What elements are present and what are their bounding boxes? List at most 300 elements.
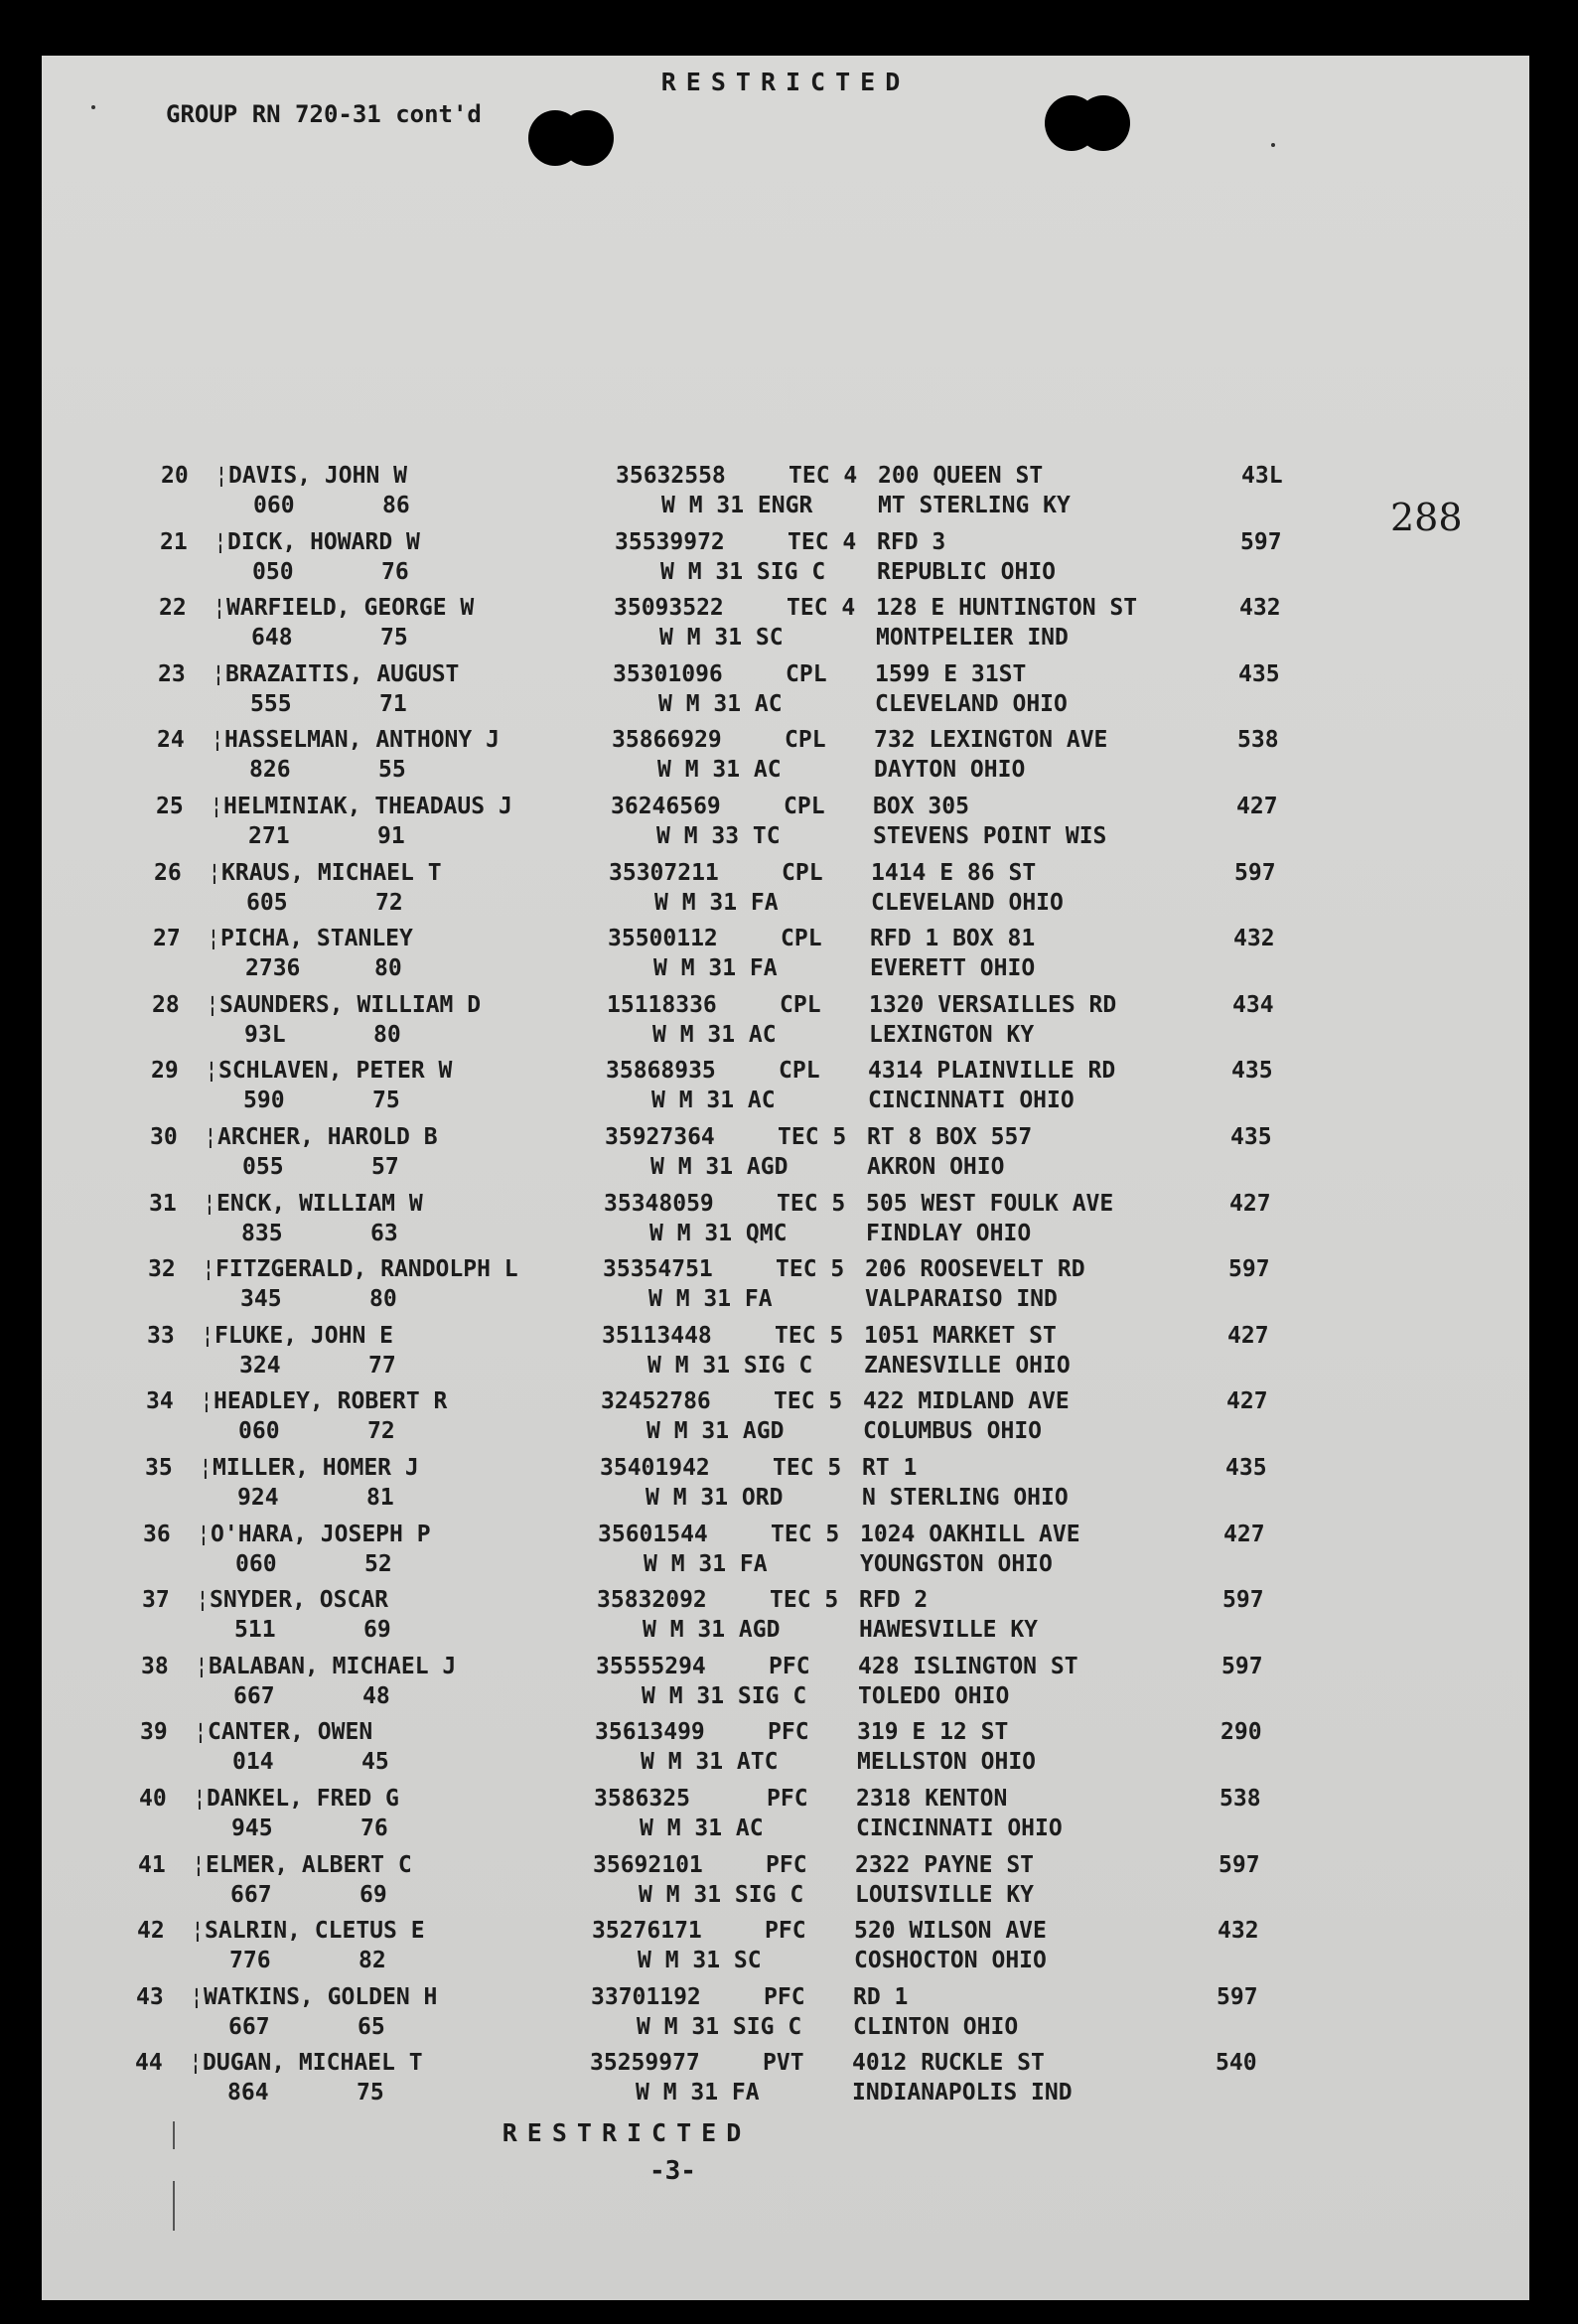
entry-number-b: 69 bbox=[363, 1617, 391, 1643]
entry-code: 432 bbox=[1218, 1918, 1259, 1944]
entry-number-b: 69 bbox=[359, 1882, 387, 1908]
entry-number: 31 bbox=[149, 1191, 177, 1217]
entry-number-a: 667 bbox=[230, 1882, 272, 1908]
entry-address-city: CINCINNATI OHIO bbox=[856, 1816, 1063, 1841]
entry-unit: W M 31 AC bbox=[651, 1088, 776, 1113]
margin-tick: ¦ bbox=[193, 1786, 207, 1812]
entry-name: DUGAN, MICHAEL T bbox=[203, 2050, 423, 2076]
entry-grade: PFC bbox=[766, 1852, 807, 1878]
roster-entry bbox=[28, 1323, 1515, 1388]
margin-tick: ¦ bbox=[212, 661, 225, 687]
entry-code: 43L bbox=[1241, 463, 1283, 489]
roster-entry bbox=[21, 1719, 1508, 1785]
entry-grade: PFC bbox=[768, 1719, 809, 1745]
roster-entry bbox=[41, 529, 1528, 595]
entry-number-a: 945 bbox=[231, 1816, 273, 1841]
entry-number-b: 72 bbox=[367, 1418, 395, 1444]
entry-number: 44 bbox=[135, 2050, 163, 2076]
entry-number: 35 bbox=[145, 1455, 173, 1481]
entry-name: HEADLEY, ROBERT R bbox=[214, 1388, 448, 1414]
footer-restricted: RESTRICTED bbox=[502, 2118, 752, 2147]
entry-grade: TEC 5 bbox=[777, 1191, 846, 1217]
entry-number: 39 bbox=[140, 1719, 168, 1745]
entry-name: SAUNDERS, WILLIAM D bbox=[219, 992, 482, 1018]
entry-number-a: 055 bbox=[242, 1154, 284, 1180]
entry-name: ELMER, ALBERT C bbox=[206, 1852, 412, 1878]
entry-unit: W M 31 AC bbox=[640, 1816, 764, 1841]
margin-tick: ¦ bbox=[207, 926, 220, 951]
margin-tick: ¦ bbox=[206, 992, 219, 1018]
entry-number-a: 555 bbox=[250, 691, 292, 717]
margin-tick: ¦ bbox=[213, 595, 226, 621]
entry-unit: W M 31 ATC bbox=[641, 1749, 779, 1775]
entry-grade: TEC 4 bbox=[787, 595, 856, 621]
entry-unit: W M 31 AC bbox=[652, 1022, 777, 1048]
entry-code: 597 bbox=[1221, 1654, 1263, 1679]
entry-number: 26 bbox=[154, 860, 182, 886]
entry-serial: 35539972 bbox=[615, 529, 725, 555]
punch-hole bbox=[1045, 95, 1130, 151]
roster-entry bbox=[18, 1918, 1506, 1983]
entry-address-city: STEVENS POINT WIS bbox=[873, 823, 1107, 849]
entry-code: 597 bbox=[1234, 860, 1276, 886]
margin-tick: ¦ bbox=[190, 1984, 204, 2010]
margin-tick: ¦ bbox=[196, 1587, 210, 1613]
roster-entry bbox=[17, 1984, 1505, 2050]
entry-number-b: 76 bbox=[360, 1816, 388, 1841]
entry-code: 427 bbox=[1226, 1388, 1268, 1414]
entry-address-city: DAYTON OHIO bbox=[874, 757, 1026, 783]
entry-serial: 35868935 bbox=[606, 1058, 716, 1084]
entry-code: 290 bbox=[1220, 1719, 1262, 1745]
entry-number: 32 bbox=[148, 1256, 176, 1282]
entry-address-city: COLUMBUS OHIO bbox=[863, 1418, 1043, 1444]
entry-number: 34 bbox=[146, 1388, 174, 1414]
entry-number: 30 bbox=[150, 1124, 178, 1150]
entry-number: 27 bbox=[153, 926, 181, 951]
speck bbox=[91, 105, 95, 109]
entry-number-b: 81 bbox=[366, 1485, 394, 1511]
entry-grade: TEC 5 bbox=[770, 1587, 839, 1613]
entry-unit: W M 33 TC bbox=[656, 823, 781, 849]
entry-address-city: MT STERLING KY bbox=[878, 493, 1071, 518]
entry-grade: TEC 4 bbox=[789, 463, 858, 489]
entry-address-street: 1414 E 86 ST bbox=[871, 860, 1037, 886]
entry-address-street: 732 LEXINGTON AVE bbox=[874, 727, 1108, 753]
entry-address-city: LEXINGTON KY bbox=[869, 1022, 1035, 1048]
entry-number-b: 52 bbox=[364, 1551, 392, 1577]
entry-unit: W M 31 FA bbox=[644, 1551, 768, 1577]
entry-code: 427 bbox=[1227, 1323, 1269, 1349]
margin-tick: ¦ bbox=[189, 2050, 203, 2076]
entry-address-city: VALPARAISO IND bbox=[865, 1286, 1058, 1312]
entry-address-city: N STERLING OHIO bbox=[862, 1485, 1069, 1511]
entry-unit: W M 31 SC bbox=[638, 1948, 762, 1973]
entry-number: 20 bbox=[161, 463, 189, 489]
entry-grade: PFC bbox=[765, 1918, 806, 1944]
entry-number-b: 65 bbox=[358, 2014, 385, 2040]
entry-address-city: COSHOCTON OHIO bbox=[854, 1948, 1047, 1973]
entry-grade: TEC 5 bbox=[775, 1323, 844, 1349]
entry-number-a: 605 bbox=[246, 890, 288, 916]
entry-unit: W M 31 SIG C bbox=[647, 1353, 813, 1379]
entry-serial: 35307211 bbox=[609, 860, 719, 886]
entry-number: 29 bbox=[151, 1058, 179, 1084]
entry-unit: W M 31 AC bbox=[657, 757, 782, 783]
entry-unit: W M 31 SIG C bbox=[660, 559, 826, 585]
entry-serial: 35866929 bbox=[612, 727, 722, 753]
entry-code: 597 bbox=[1222, 1587, 1264, 1613]
entry-number-a: 864 bbox=[227, 2080, 269, 2106]
entry-grade: TEC 4 bbox=[788, 529, 857, 555]
entry-number-a: 271 bbox=[248, 823, 290, 849]
entry-number-a: 324 bbox=[239, 1353, 281, 1379]
margin-tick: ¦ bbox=[194, 1719, 208, 1745]
roster-entry bbox=[22, 1654, 1509, 1719]
roster-entry bbox=[39, 661, 1526, 727]
entry-code: 435 bbox=[1238, 661, 1280, 687]
entry-name: PICHA, STANLEY bbox=[220, 926, 413, 951]
entry-serial: 15118336 bbox=[607, 992, 717, 1018]
entry-serial: 35500112 bbox=[608, 926, 718, 951]
entry-unit: W M 31 FA bbox=[653, 955, 778, 981]
roster-entry bbox=[37, 794, 1524, 859]
entry-serial: 32452786 bbox=[601, 1388, 711, 1414]
entry-code: 597 bbox=[1240, 529, 1282, 555]
entry-name: ARCHER, HAROLD B bbox=[217, 1124, 438, 1150]
entry-grade: TEC 5 bbox=[771, 1522, 840, 1547]
margin-tick: ¦ bbox=[205, 1058, 218, 1084]
entry-name: SNYDER, OSCAR bbox=[210, 1587, 389, 1613]
entry-number: 40 bbox=[139, 1786, 167, 1812]
entry-address-city: HAWESVILLE KY bbox=[859, 1617, 1039, 1643]
entry-address-city: FINDLAY OHIO bbox=[866, 1221, 1032, 1246]
roster-entry bbox=[42, 463, 1529, 528]
roster-entry bbox=[29, 1256, 1516, 1322]
roster-entry bbox=[40, 595, 1527, 660]
entry-address-city: LOUISVILLE KY bbox=[855, 1882, 1035, 1908]
entry-number-a: 776 bbox=[229, 1948, 271, 1973]
entry-grade: TEC 5 bbox=[774, 1388, 843, 1414]
entry-address-city: INDIANAPOLIS IND bbox=[852, 2080, 1073, 2106]
entry-name: DICK, HOWARD W bbox=[227, 529, 420, 555]
roster-entry bbox=[35, 860, 1522, 926]
entry-serial: 35093522 bbox=[614, 595, 724, 621]
entry-address-street: 2318 KENTON bbox=[856, 1786, 1008, 1812]
entry-serial: 35113448 bbox=[602, 1323, 712, 1349]
entry-unit: W M 31 AGD bbox=[646, 1418, 785, 1444]
entry-code: 597 bbox=[1217, 1984, 1258, 2010]
roster-entry bbox=[33, 992, 1520, 1058]
entry-number-a: 924 bbox=[237, 1485, 279, 1511]
entry-serial: 35401942 bbox=[600, 1455, 710, 1481]
entry-address-street: 4314 PLAINVILLE RD bbox=[868, 1058, 1116, 1084]
entry-grade: PFC bbox=[767, 1786, 808, 1812]
roster-entry bbox=[34, 926, 1521, 991]
roster-entry bbox=[20, 1786, 1507, 1851]
entry-address-city: TOLEDO OHIO bbox=[858, 1683, 1010, 1709]
roster-entry bbox=[24, 1522, 1511, 1587]
entry-number-b: 75 bbox=[380, 625, 408, 651]
entry-address-street: RD 1 bbox=[853, 1984, 909, 2010]
entry-code: 427 bbox=[1229, 1191, 1271, 1217]
entry-address-street: 1599 E 31ST bbox=[875, 661, 1027, 687]
entry-number-b: 77 bbox=[368, 1353, 396, 1379]
group-heading: GROUP RN 720-31 cont'd bbox=[166, 100, 482, 128]
entry-name: BALABAN, MICHAEL J bbox=[209, 1654, 457, 1679]
entry-number-a: 2736 bbox=[245, 955, 301, 981]
entry-unit: W M 31 SIG C bbox=[639, 1882, 804, 1908]
entry-serial: 35259977 bbox=[590, 2050, 700, 2076]
entry-number: 22 bbox=[159, 595, 187, 621]
entry-address-city: MONTPELIER IND bbox=[876, 625, 1069, 651]
entry-address-street: 2322 PAYNE ST bbox=[855, 1852, 1035, 1878]
entry-number-b: 63 bbox=[370, 1221, 398, 1246]
entry-code: 538 bbox=[1219, 1786, 1261, 1812]
entry-unit: W M 31 AGD bbox=[650, 1154, 789, 1180]
entry-number-a: 93L bbox=[244, 1022, 286, 1048]
entry-serial: 35613499 bbox=[595, 1719, 705, 1745]
entry-name: DANKEL, FRED G bbox=[207, 1786, 399, 1812]
entry-serial: 35832092 bbox=[597, 1587, 707, 1613]
entry-address-street: 1051 MARKET ST bbox=[864, 1323, 1057, 1349]
entry-unit: W M 31 SC bbox=[659, 625, 784, 651]
entry-address-street: RT 8 BOX 557 bbox=[867, 1124, 1033, 1150]
entry-unit: W M 31 FA bbox=[654, 890, 779, 916]
entry-unit: W M 31 FA bbox=[636, 2080, 760, 2106]
entry-name: WARFIELD, GEORGE W bbox=[226, 595, 475, 621]
entry-number-b: 75 bbox=[372, 1088, 400, 1113]
roster-entry bbox=[23, 1587, 1510, 1653]
entry-code: 540 bbox=[1216, 2050, 1257, 2076]
entry-code: 435 bbox=[1225, 1455, 1267, 1481]
entry-address-city: YOUNGSTON OHIO bbox=[860, 1551, 1053, 1577]
entry-name: FLUKE, JOHN E bbox=[215, 1323, 394, 1349]
entry-number-a: 511 bbox=[234, 1617, 276, 1643]
margin-tick: ¦ bbox=[211, 727, 224, 753]
entry-number: 24 bbox=[157, 727, 185, 753]
entry-number-a: 050 bbox=[252, 559, 294, 585]
entry-number-b: 86 bbox=[382, 493, 410, 518]
entry-address-city: AKRON OHIO bbox=[867, 1154, 1005, 1180]
entry-address-street: 206 ROOSEVELT RD bbox=[865, 1256, 1085, 1282]
entry-number-b: 75 bbox=[357, 2080, 384, 2106]
margin-tick: ¦ bbox=[214, 529, 227, 555]
entry-address-street: 1024 OAKHILL AVE bbox=[860, 1522, 1080, 1547]
roster-entry bbox=[19, 1852, 1506, 1918]
entry-grade: CPL bbox=[782, 860, 823, 886]
entry-address-street: 4012 RUCKLE ST bbox=[852, 2050, 1045, 2076]
entry-code: 432 bbox=[1233, 926, 1275, 951]
entry-serial: 36246569 bbox=[611, 794, 721, 819]
entry-number-b: 71 bbox=[379, 691, 407, 717]
punch-hole bbox=[528, 110, 614, 166]
margin-tick: ¦ bbox=[200, 1388, 214, 1414]
header-restricted: RESTRICTED bbox=[660, 68, 911, 96]
roster-entry bbox=[31, 1124, 1518, 1190]
entry-number-a: 060 bbox=[253, 493, 295, 518]
entry-number-b: 82 bbox=[359, 1948, 386, 1973]
entry-unit: W M 31 SIG C bbox=[637, 2014, 802, 2040]
margin-tick: ¦ bbox=[203, 1191, 216, 1217]
entry-unit: W M 31 AGD bbox=[643, 1617, 781, 1643]
roster-entry bbox=[38, 727, 1525, 793]
entry-number-a: 835 bbox=[241, 1221, 283, 1246]
entry-number-b: 55 bbox=[378, 757, 406, 783]
entry-grade: TEC 5 bbox=[773, 1455, 842, 1481]
entry-serial: 35354751 bbox=[603, 1256, 713, 1282]
speck bbox=[1271, 143, 1275, 147]
entry-name: O'HARA, JOSEPH P bbox=[211, 1522, 431, 1547]
entry-serial: 35632558 bbox=[616, 463, 726, 489]
entry-grade: CPL bbox=[779, 1058, 820, 1084]
margin-tick: ¦ bbox=[210, 794, 223, 819]
margin-line bbox=[173, 2181, 175, 2231]
entry-address-city: CLEVELAND OHIO bbox=[871, 890, 1064, 916]
entry-number: 23 bbox=[158, 661, 186, 687]
entry-address-street: 428 ISLINGTON ST bbox=[858, 1654, 1078, 1679]
entry-address-city: CLEVELAND OHIO bbox=[875, 691, 1068, 717]
entry-address-street: 319 E 12 ST bbox=[857, 1719, 1009, 1745]
entry-serial: 35601544 bbox=[598, 1522, 708, 1547]
entry-number: 37 bbox=[142, 1587, 170, 1613]
roster-entry bbox=[26, 1455, 1513, 1521]
entry-number-a: 667 bbox=[233, 1683, 275, 1709]
entry-name: FITZGERALD, RANDOLPH L bbox=[215, 1256, 518, 1282]
entry-serial: 3586325 bbox=[594, 1786, 690, 1812]
entry-grade: CPL bbox=[785, 727, 826, 753]
entry-unit: W M 31 SIG C bbox=[642, 1683, 807, 1709]
entry-code: 427 bbox=[1223, 1522, 1265, 1547]
entry-address-street: 200 QUEEN ST bbox=[878, 463, 1044, 489]
entry-serial: 35301096 bbox=[613, 661, 723, 687]
entry-number-b: 45 bbox=[361, 1749, 389, 1775]
entry-number: 43 bbox=[136, 1984, 164, 2010]
entry-serial: 33701192 bbox=[591, 1984, 701, 2010]
entry-name: SCHLAVEN, PETER W bbox=[218, 1058, 453, 1084]
entry-serial: 35555294 bbox=[596, 1654, 706, 1679]
entry-serial: 35927364 bbox=[605, 1124, 715, 1150]
entry-name: HASSELMAN, ANTHONY J bbox=[224, 727, 500, 753]
entry-grade: TEC 5 bbox=[776, 1256, 845, 1282]
entry-code: 427 bbox=[1236, 794, 1278, 819]
entry-name: ENCK, WILLIAM W bbox=[216, 1191, 423, 1217]
entry-code: 434 bbox=[1232, 992, 1274, 1018]
roster-entry bbox=[27, 1388, 1514, 1454]
entry-number: 41 bbox=[138, 1852, 166, 1878]
entry-number: 21 bbox=[160, 529, 188, 555]
entry-number-b: 76 bbox=[381, 559, 409, 585]
entry-address-street: RT 1 bbox=[862, 1455, 918, 1481]
entry-number-b: 80 bbox=[374, 955, 402, 981]
entry-grade: CPL bbox=[780, 992, 821, 1018]
entry-name: DAVIS, JOHN W bbox=[228, 463, 408, 489]
entry-address-street: 520 WILSON AVE bbox=[854, 1918, 1047, 1944]
margin-tick: ¦ bbox=[201, 1323, 215, 1349]
page-number: -3- bbox=[649, 2156, 696, 2186]
margin-tick: ¦ bbox=[202, 1256, 215, 1282]
entry-address-street: RFD 1 BOX 81 bbox=[870, 926, 1036, 951]
document-page bbox=[42, 56, 1529, 2300]
handwritten-page-number: 288 bbox=[1390, 496, 1463, 539]
entry-number-a: 648 bbox=[251, 625, 293, 651]
margin-tick: ¦ bbox=[204, 1124, 217, 1150]
entry-unit: W M 31 ORD bbox=[646, 1485, 784, 1511]
entry-address-city: REPUBLIC OHIO bbox=[877, 559, 1057, 585]
margin-tick: ¦ bbox=[191, 1918, 205, 1944]
entry-number-a: 667 bbox=[228, 2014, 270, 2040]
entry-number: 33 bbox=[147, 1323, 175, 1349]
entry-address-city: ZANESVILLE OHIO bbox=[864, 1353, 1071, 1379]
entry-grade: PFC bbox=[764, 1984, 805, 2010]
entry-number-b: 91 bbox=[377, 823, 405, 849]
entry-serial: 35692101 bbox=[593, 1852, 703, 1878]
entry-address-city: CLINTON OHIO bbox=[853, 2014, 1019, 2040]
entry-code: 597 bbox=[1219, 1852, 1260, 1878]
entry-unit: W M 31 ENGR bbox=[661, 493, 813, 518]
entry-address-street: 505 WEST FOULK AVE bbox=[866, 1191, 1114, 1217]
roster-entry bbox=[30, 1191, 1517, 1256]
margin-tick: ¦ bbox=[199, 1455, 213, 1481]
entry-number-a: 345 bbox=[240, 1286, 282, 1312]
margin-tick: ¦ bbox=[195, 1654, 209, 1679]
entry-name: KRAUS, MICHAEL T bbox=[221, 860, 442, 886]
margin-tick: ¦ bbox=[197, 1522, 211, 1547]
entry-address-street: BOX 305 bbox=[873, 794, 969, 819]
entry-number: 36 bbox=[143, 1522, 171, 1547]
entry-code: 432 bbox=[1239, 595, 1281, 621]
entry-name: CANTER, OWEN bbox=[208, 1719, 373, 1745]
entry-name: MILLER, HOMER J bbox=[213, 1455, 419, 1481]
entry-code: 538 bbox=[1237, 727, 1279, 753]
entry-address-city: EVERETT OHIO bbox=[870, 955, 1036, 981]
entry-number-b: 80 bbox=[373, 1022, 401, 1048]
entry-number-b: 48 bbox=[362, 1683, 390, 1709]
entry-name: WATKINS, GOLDEN H bbox=[204, 1984, 438, 2010]
entry-number-a: 060 bbox=[235, 1551, 277, 1577]
entry-address-city: MELLSTON OHIO bbox=[857, 1749, 1037, 1775]
entry-number: 28 bbox=[152, 992, 180, 1018]
roster-entry bbox=[16, 2050, 1504, 2115]
entry-number-a: 590 bbox=[243, 1088, 285, 1113]
entry-number-b: 57 bbox=[371, 1154, 399, 1180]
margin-tick: ¦ bbox=[215, 463, 228, 489]
entry-number: 42 bbox=[137, 1918, 165, 1944]
entry-code: 597 bbox=[1228, 1256, 1270, 1282]
roster-entry bbox=[32, 1058, 1519, 1123]
entry-address-street: 1320 VERSAILLES RD bbox=[869, 992, 1117, 1018]
entry-grade: PVT bbox=[763, 2050, 804, 2076]
entry-serial: 35276171 bbox=[592, 1918, 702, 1944]
margin-tick: ¦ bbox=[192, 1852, 206, 1878]
entry-address-street: 422 MIDLAND AVE bbox=[863, 1388, 1070, 1414]
entry-grade: CPL bbox=[786, 661, 827, 687]
entry-address-city: CINCINNATI OHIO bbox=[868, 1088, 1075, 1113]
margin-tick: ¦ bbox=[208, 860, 221, 886]
entry-number: 25 bbox=[156, 794, 184, 819]
entry-code: 435 bbox=[1231, 1058, 1273, 1084]
entry-name: SALRIN, CLETUS E bbox=[205, 1918, 425, 1944]
entry-address-street: RFD 2 bbox=[859, 1587, 929, 1613]
entry-number: 38 bbox=[141, 1654, 169, 1679]
entry-number-a: 060 bbox=[238, 1418, 280, 1444]
entry-number-a: 014 bbox=[232, 1749, 274, 1775]
entry-name: BRAZAITIS, AUGUST bbox=[225, 661, 460, 687]
entry-grade: CPL bbox=[781, 926, 822, 951]
entry-unit: W M 31 AC bbox=[658, 691, 783, 717]
entry-grade: TEC 5 bbox=[778, 1124, 847, 1150]
entry-number-a: 826 bbox=[249, 757, 291, 783]
